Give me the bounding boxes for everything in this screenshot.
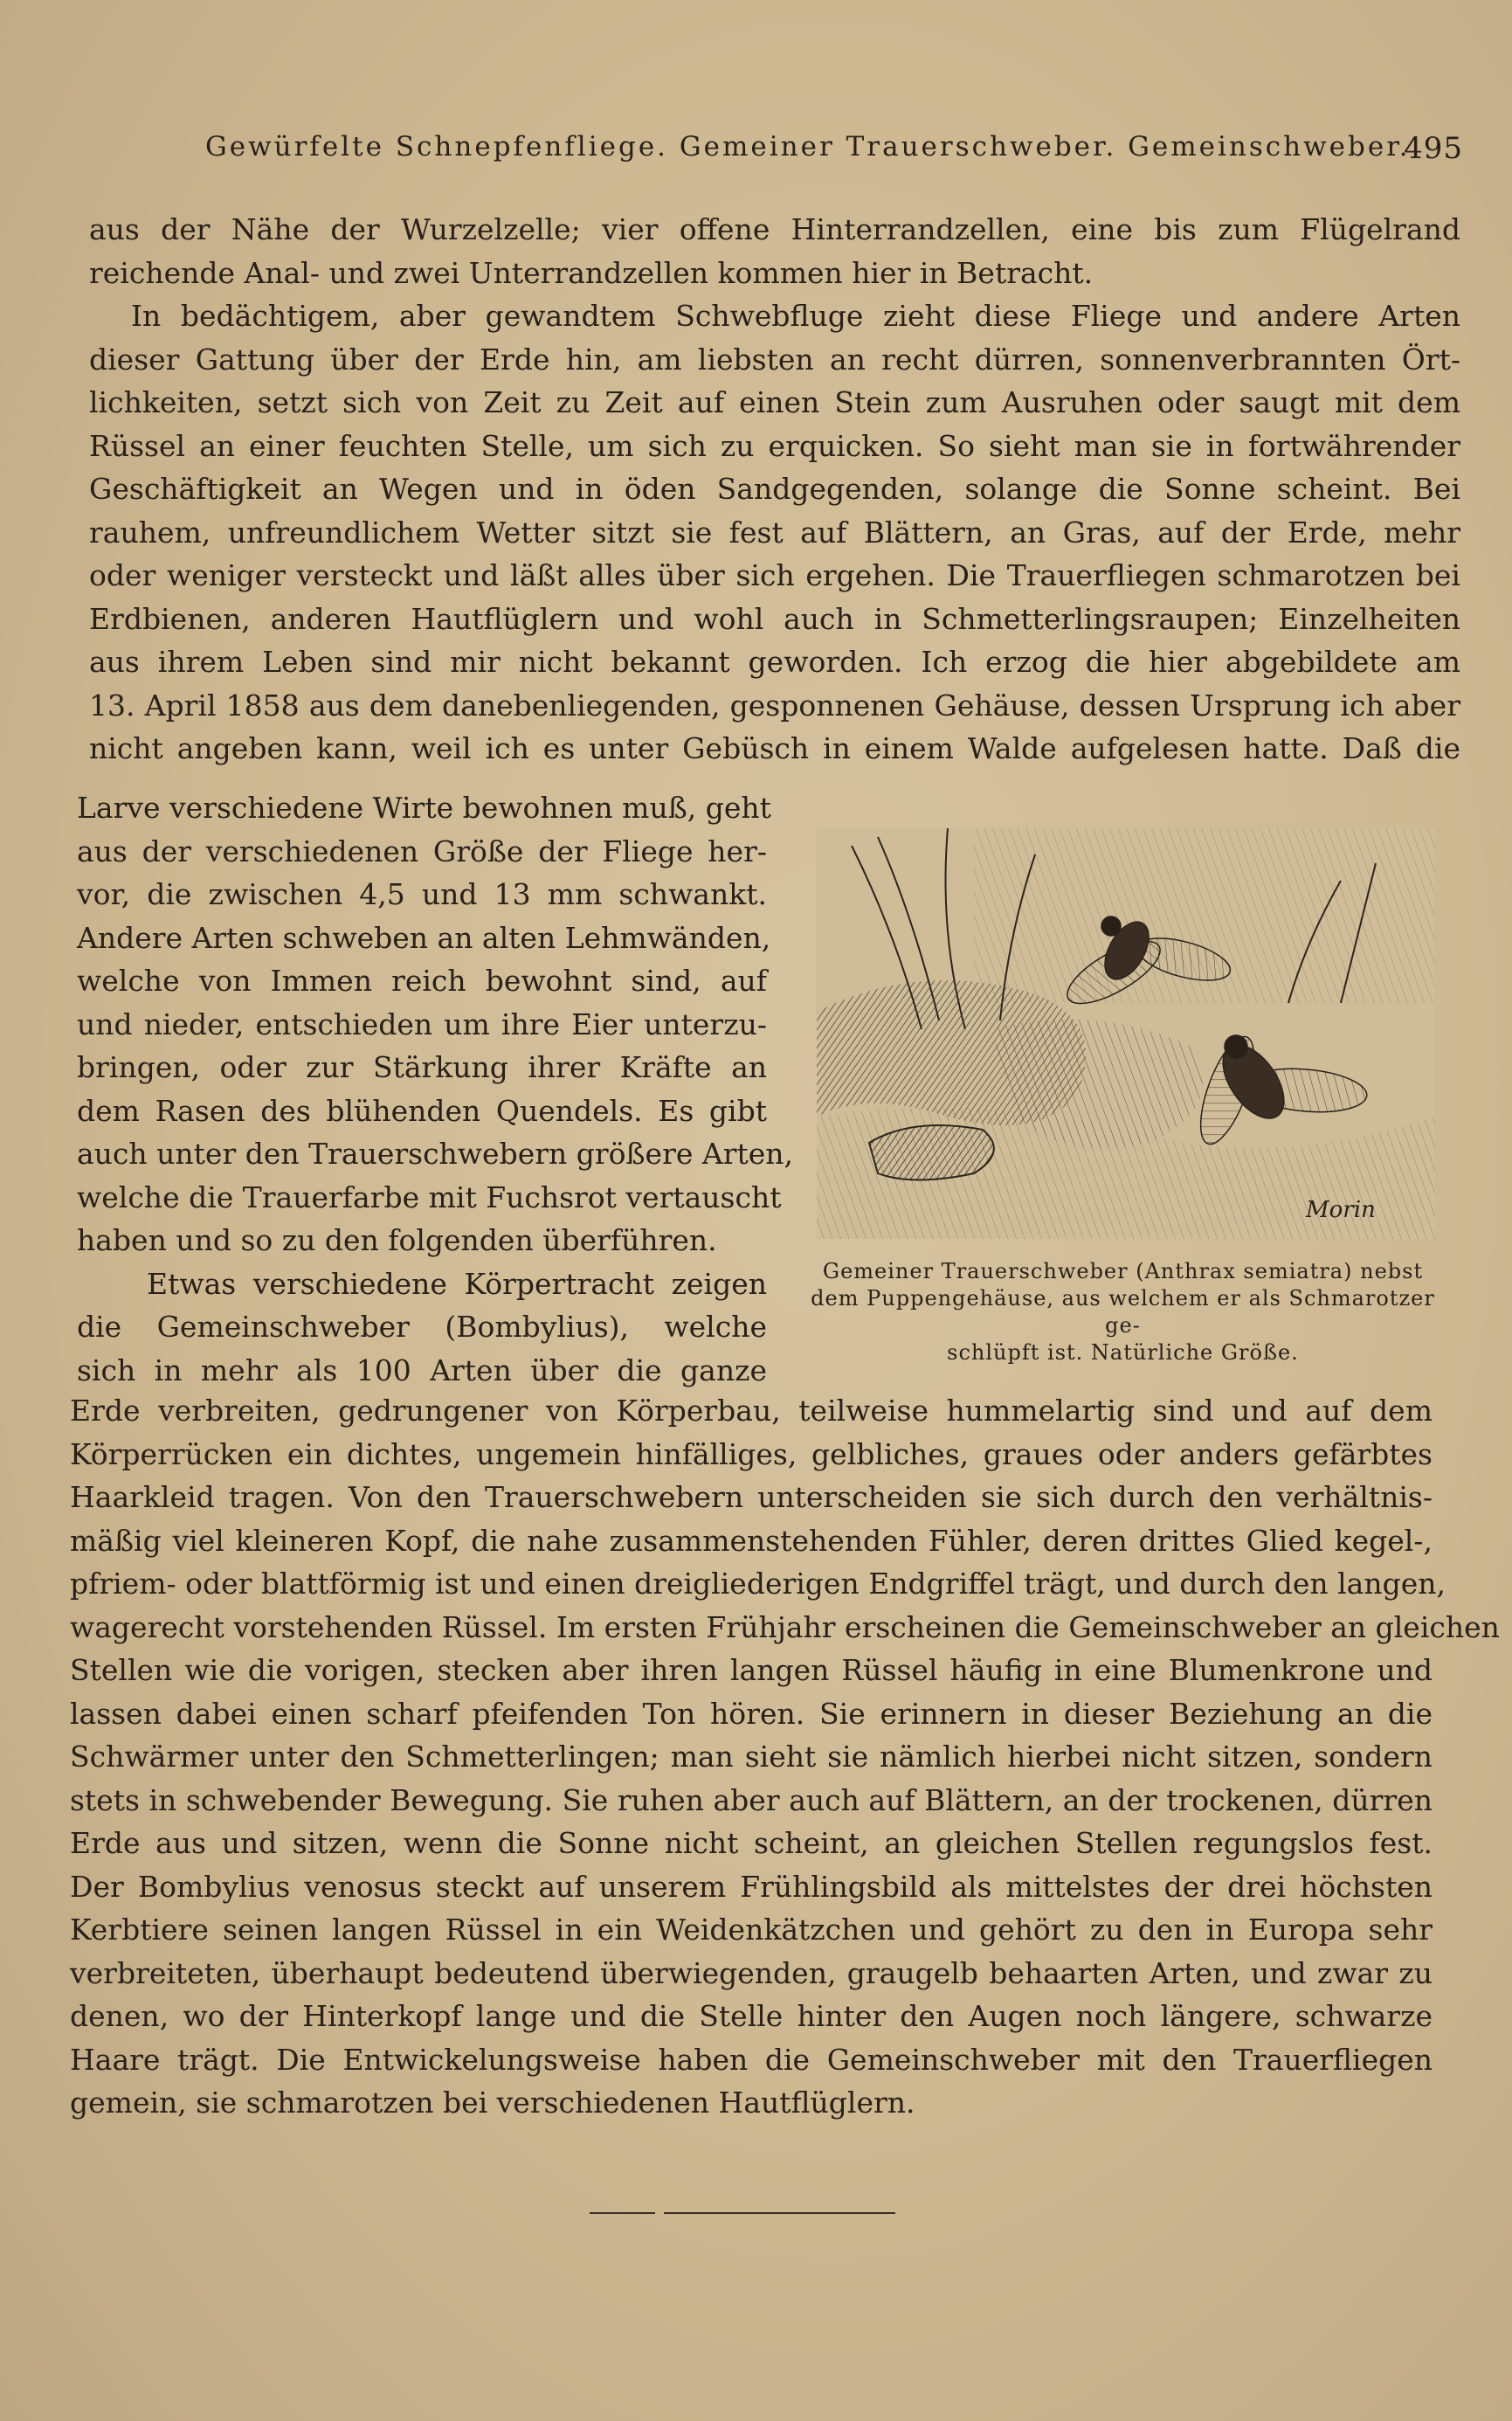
left-text-block xyxy=(77,786,794,1392)
text-line: Haarkleid tragen. Von den Trauerschwebern unterscheiden sie sich durch den verhältnis- xyxy=(70,1480,1433,1514)
caption-line: dem Puppengehäuse, aus welchem er als Schmarotzer ge- xyxy=(811,1286,1435,1338)
text-line: rauhem, unfreundlichem Wetter sitzt sie fest auf Blättern, an Gras, auf der Erde, mehr xyxy=(89,515,1460,550)
text-line: aus der verschiedenen Größe der Fliege her- xyxy=(77,834,767,868)
text-line: Körperrücken ein dichtes, ungemein hinfälliges, gelbliches, graues oder anders gefärbtes xyxy=(70,1436,1433,1471)
text-line: vor, die zwischen 4,5 und 13 mm schwankt. xyxy=(77,877,767,911)
text-line: reichende Anal- und zwei Unterrandzellen kommen hier in Betracht. xyxy=(89,255,1094,290)
text-line: welche von Immen reich bewohnt sind, auf xyxy=(77,964,767,998)
text-line: sich in mehr als 100 Arten über die ganze xyxy=(77,1352,767,1387)
text-line: welche die Trauerfarbe mit Fuchsrot vertauscht xyxy=(77,1179,782,1214)
text-line: Kerbtiere seinen langen Rüssel in ein Weidenkätzchen und gehört zu den in Europa sehr xyxy=(70,1913,1433,1947)
text-line: 13. April 1858 aus dem danebenliegenden, gesponnenen Gehäuse, dessen Ursprung ich aber xyxy=(89,688,1460,723)
text-line: mäßig viel kleineren Kopf, die nahe zusammenstehenden Fühler, deren drittes Glied kegel-, xyxy=(70,1523,1433,1558)
section-rule-right xyxy=(664,2212,895,2214)
text-line: verbreiteten, überhaupt bedeutend überwiegenden, graugelb behaarten Arten, und zwar zu xyxy=(70,1955,1433,1990)
text-line: die Gemeinschweber (Bombylius), welche xyxy=(77,1310,767,1344)
text-line: Der Bombylius venosus steckt auf unserem Frühlingsbild als mittelstes der drei höchsten xyxy=(70,1869,1433,1904)
running-title: Gewürfelte Schnepfenfliege. Gemeiner Trauerschweber. Gemeinschweber. xyxy=(205,131,1411,163)
text-line: dieser Gattung über der Erde hin, am liebsten an recht dürren, sonnenverbrannten Ört- xyxy=(89,342,1460,377)
text-line: Larve verschiedene Wirte bewohnen muß, geht xyxy=(77,791,771,825)
figure-caption xyxy=(802,1258,1444,1366)
bottom-text-block xyxy=(70,1389,1500,2125)
text-line: gemein, sie schmarotzen bei verschiedenen Hautflüglern. xyxy=(70,2086,915,2120)
text-line: aus ihrem Leben sind mir nicht bekannt geworden. Ich erzog die hier abgebildete am xyxy=(89,645,1460,679)
text-line: wagerecht vorstehenden Rüssel. Im ersten Frühjahr erscheinen die Gemeinschweber an gleichen xyxy=(70,1609,1500,1644)
text-line: Rüssel an einer feuchten Stelle, um sich zu erquicken. So sieht man sie in fortwährender xyxy=(89,428,1460,463)
text-line: In bedächtigem, aber gewandtem Schwebfluge zieht diese Fliege und andere Arten xyxy=(131,299,1460,333)
page-number: 495 xyxy=(1404,131,1463,166)
text-line: denen, wo der Hinterkopf lange und die Stelle hinter den Augen noch längere, schwarze xyxy=(70,1999,1433,2033)
artist-signature: Morin xyxy=(1306,1197,1376,1223)
text-line: bringen, oder zur Stärkung ihrer Kräfte an xyxy=(77,1050,767,1084)
text-line: aus der Nähe der Wurzelzelle; vier offene Hinterrandzellen, eine bis zum Flügelrand xyxy=(89,212,1460,246)
text-line: Haare trägt. Die Entwickelungsweise haben die Gemeinschweber mit den Trauerfliegen xyxy=(70,2042,1433,2077)
text-line: Erde verbreiten, gedrungener von Körperbau, teilweise hummelartig sind und auf dem xyxy=(70,1394,1433,1428)
text-line: Andere Arten schweben an alten Lehmwänden, xyxy=(77,920,771,955)
text-line: lichkeiten, setzt sich von Zeit zu Zeit auf einen Stein zum Ausruhen oder saugt mit dem xyxy=(89,385,1460,419)
text-line: lassen dabei einen scharf pfeifenden Ton hören. Sie erinnern in dieser Beziehung an die xyxy=(70,1696,1433,1731)
text-line: auch unter den Trauerschwebern größere Arten, xyxy=(77,1137,794,1171)
insect-illustration xyxy=(817,828,1435,1239)
text-line: nicht angeben kann, weil ich es unter Gebüsch in einem Walde aufgelesen hatte. Daß die xyxy=(89,731,1460,765)
text-line: Erde aus und sitzen, wenn die Sonne nicht scheint, an gleichen Stellen regungslos fest. xyxy=(70,1826,1433,1860)
text-line: pfriem- oder blattförmig ist und einen dreigliederigen Endgriffel trägt, und durch den langen, xyxy=(70,1567,1446,1601)
text-line: haben und so zu den folgenden überführen. xyxy=(77,1223,717,1257)
text-line: Stellen wie die vorigen, stecken aber ihren langen Rüssel häufig in eine Blumenkrone und xyxy=(70,1653,1433,1687)
text-line: dem Rasen des blühenden Quendels. Es gibt xyxy=(77,1093,767,1128)
page-header xyxy=(205,131,1463,175)
caption-line: Gemeiner Trauerschweber (Anthrax semiatra) nebst xyxy=(822,1259,1424,1283)
caption-line: schlüpft ist. Natürliche Größe. xyxy=(947,1340,1299,1365)
text-line: Geschäftigkeit an Wegen und in öden Sandgegenden, solange die Sonne scheint. Bei xyxy=(89,472,1460,506)
text-line: Erdbienen, anderen Hautflüglern und wohl auch in Schmetterlingsraupen; Einzelheiten xyxy=(89,601,1460,636)
text-line: Schwärmer unter den Schmetterlingen; man sieht sie nämlich hierbei nicht sitzen, sondern xyxy=(70,1740,1433,1774)
text-line: stets in schwebender Bewegung. Sie ruhen aber auch auf Blättern, an der trockenen, dürren xyxy=(70,1782,1433,1817)
top-text-block xyxy=(89,208,1460,771)
text-line: Etwas verschiedene Körpertracht zeigen xyxy=(147,1266,767,1301)
section-rule-left xyxy=(590,2212,655,2214)
text-line: und nieder, entschieden um ihre Eier unterzu- xyxy=(77,1006,767,1041)
text-line: oder weniger versteckt und läßt alles über sich ergehen. Die Trauerfliegen schmarotzen bei xyxy=(89,558,1460,592)
